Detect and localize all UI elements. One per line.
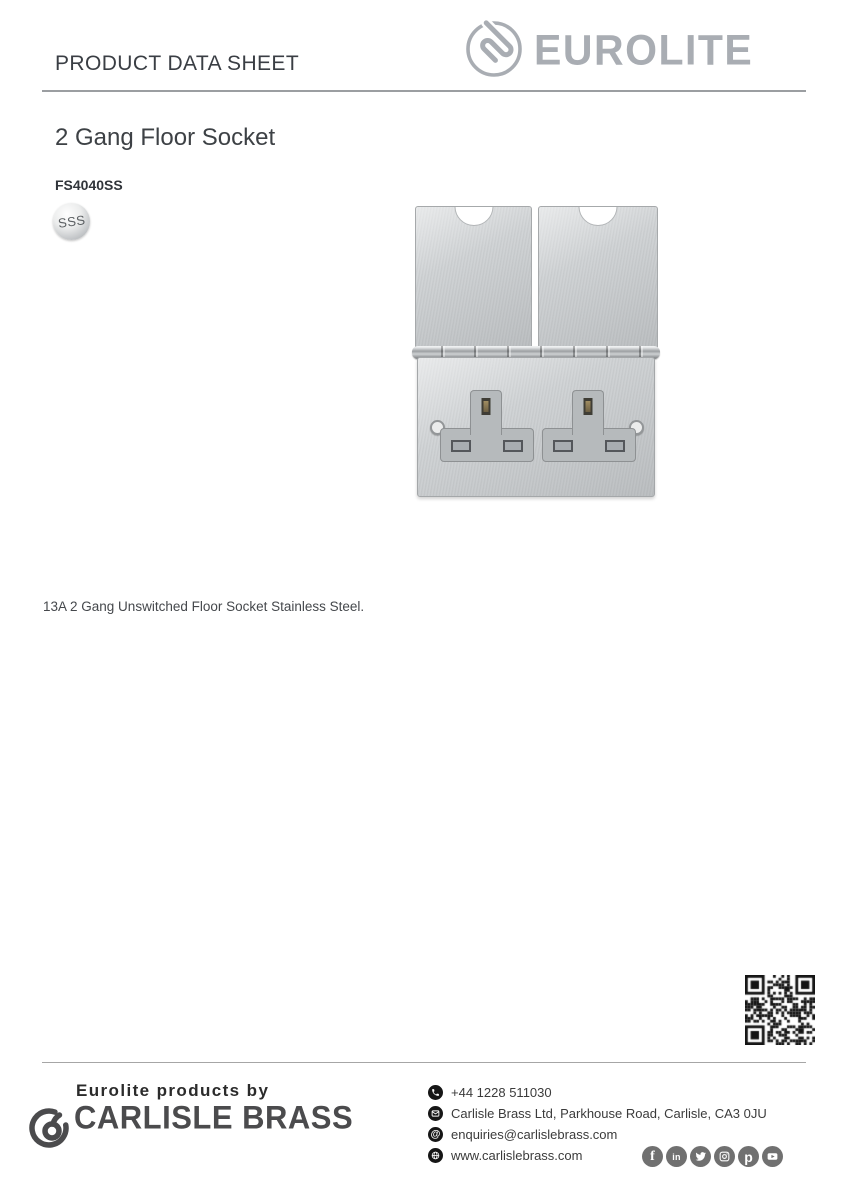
qr-code: [745, 975, 815, 1045]
contact-row-email: [428, 1127, 767, 1142]
page-title: PRODUCT DATA SHEET: [55, 52, 300, 75]
header-divider: [42, 90, 806, 92]
neutral-slot: [605, 440, 625, 452]
eurolite-logo-icon: [464, 18, 524, 83]
eurolite-wordmark: EUROLITE: [534, 26, 754, 74]
product-description: 13A 2 Gang Unswitched Floor Socket Stainless Steel.: [43, 599, 365, 614]
product-image: [415, 206, 657, 496]
contact-row-phone: [428, 1085, 767, 1100]
contact-row-address: [428, 1106, 767, 1121]
social-links: [642, 1146, 783, 1167]
footer-divider: [42, 1062, 806, 1063]
product-name: 2 Gang Floor Socket: [55, 124, 276, 151]
finish-badge-label: SSS: [56, 212, 87, 231]
linkedin-icon[interactable]: in: [666, 1146, 687, 1167]
finger-notch-left: [454, 206, 493, 226]
floor-socket-lid-right: [538, 206, 658, 350]
finish-badge-sss: [53, 203, 90, 240]
footer-tagline: Eurolite products by: [76, 1081, 270, 1100]
live-slot: [553, 440, 573, 452]
globe-icon: [428, 1148, 443, 1163]
live-slot: [451, 440, 471, 452]
at-icon: @: [428, 1127, 443, 1142]
facebook-icon[interactable]: f: [642, 1146, 663, 1167]
carlisle-brass-logo-icon: [26, 1102, 72, 1157]
uk-socket-right: [542, 390, 634, 462]
mail-icon: [428, 1106, 443, 1121]
postal-address: Carlisle Brass Ltd, Parkhouse Road, Carlisle, CA3 0JU: [451, 1106, 767, 1121]
website-url[interactable]: www.carlislebrass.com: [451, 1148, 583, 1163]
phone-number: +44 1228 511030: [451, 1085, 552, 1100]
email-address[interactable]: enquiries@carlislebrass.com: [451, 1127, 618, 1142]
socket-base-plate: [417, 357, 655, 497]
neutral-slot: [503, 440, 523, 452]
eurolite-brand: [464, 18, 753, 83]
uk-socket-left: [440, 390, 532, 462]
instagram-icon[interactable]: [714, 1146, 735, 1167]
earth-slot: [482, 398, 491, 415]
phone-icon: [428, 1085, 443, 1100]
footer-brand: CARLISLE BRASS: [74, 1099, 354, 1136]
twitter-icon[interactable]: [690, 1146, 711, 1167]
product-code: FS4040SS: [55, 177, 123, 193]
youtube-icon[interactable]: [762, 1146, 783, 1167]
finger-notch-right: [579, 206, 618, 226]
earth-slot: [584, 398, 593, 415]
floor-socket-lid-left: [415, 206, 532, 350]
pinterest-icon[interactable]: p: [738, 1146, 759, 1167]
